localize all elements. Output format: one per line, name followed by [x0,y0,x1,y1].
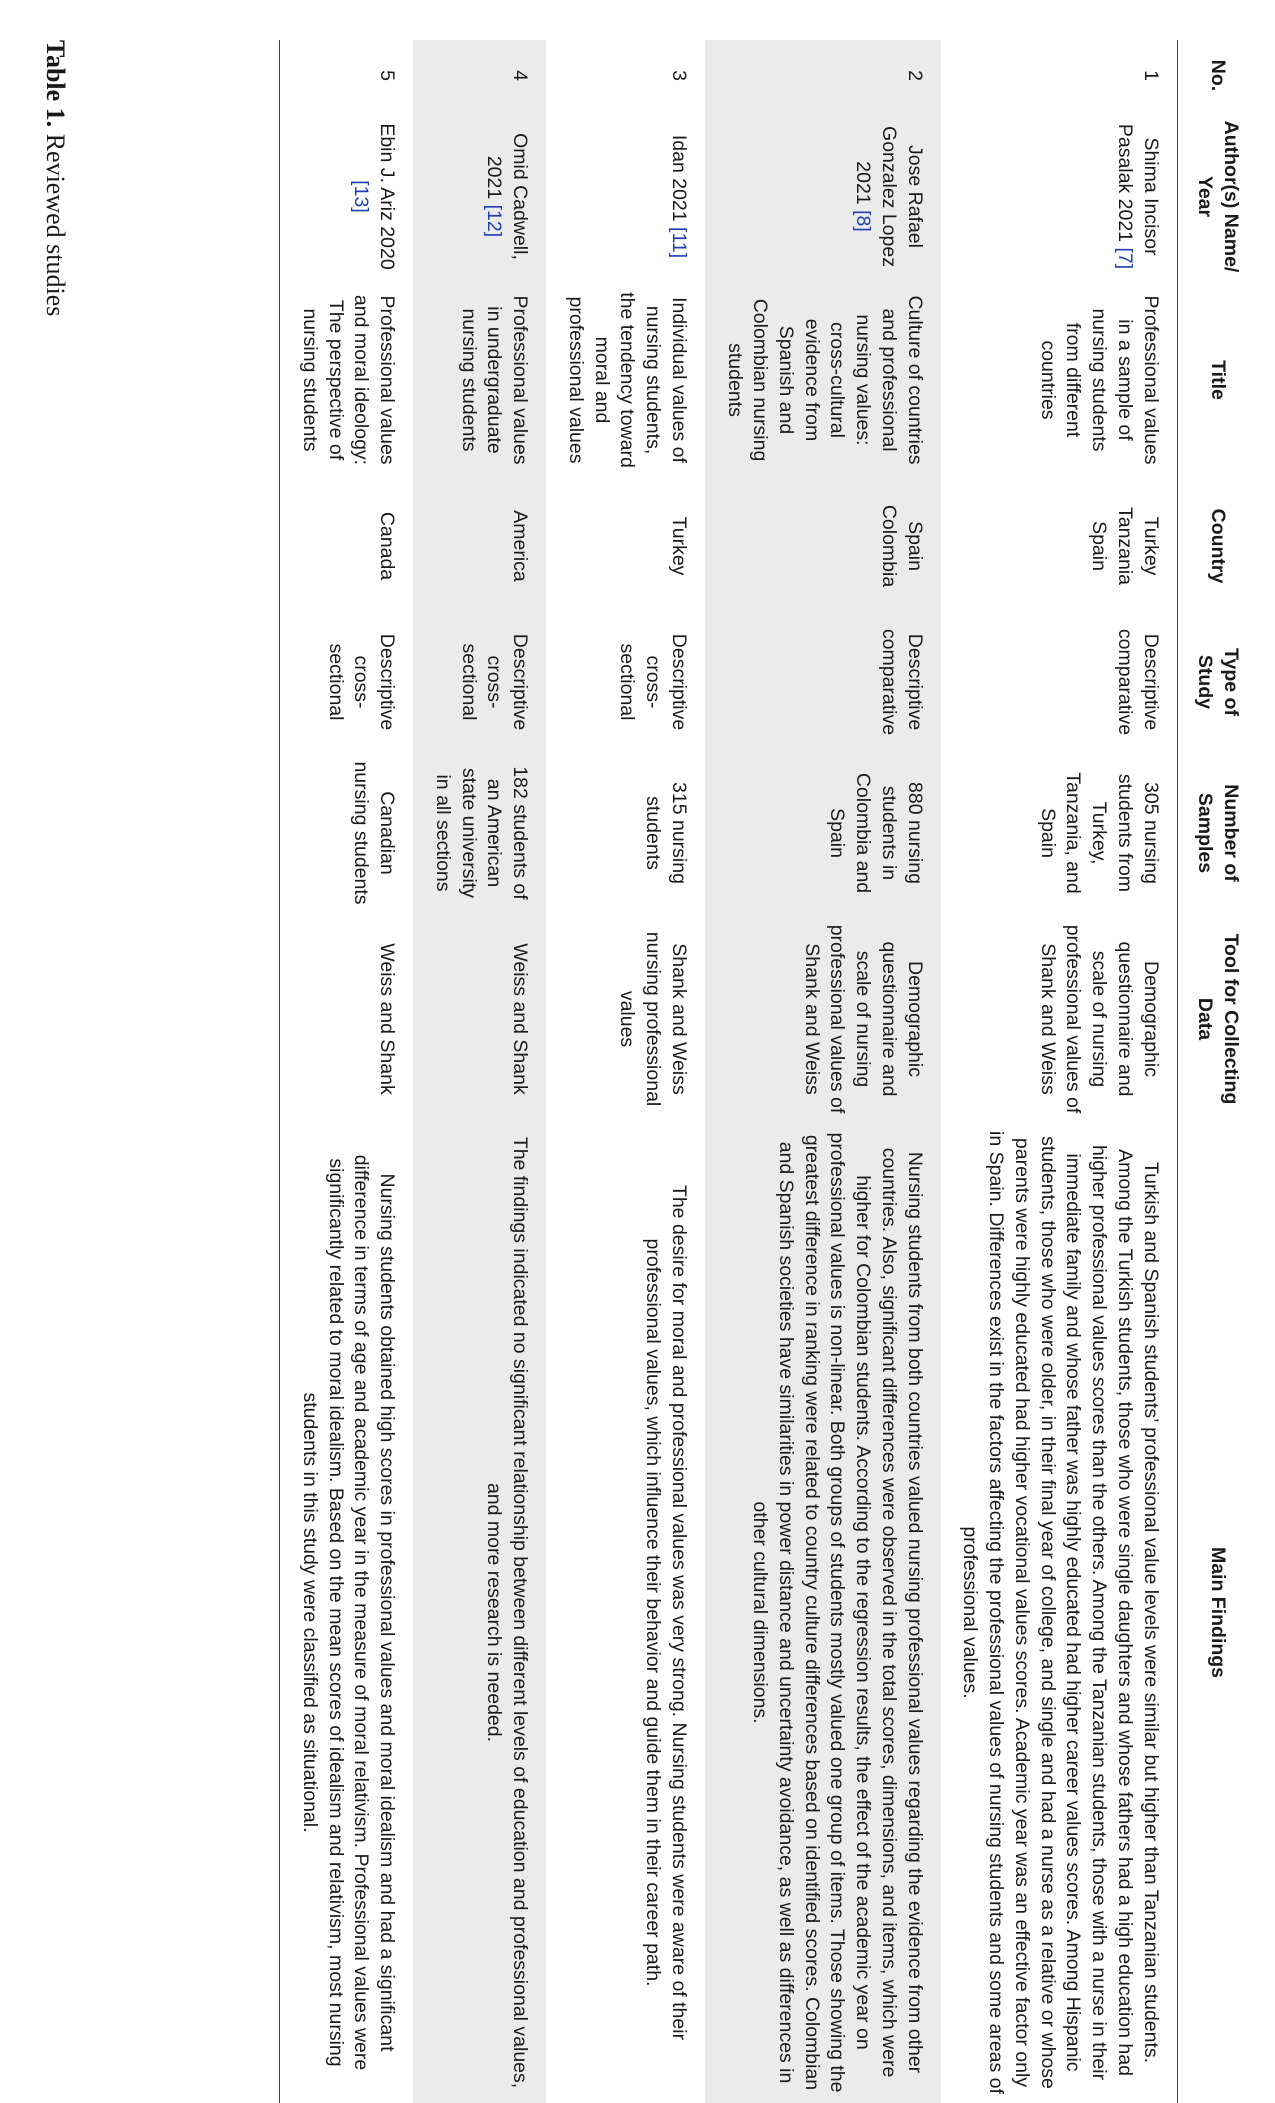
cell-type: Descriptive cross-sectional [616,633,690,731]
header-tool: Tool for Collecting Data [1194,933,1242,1105]
author-name: Shima Incisor Pasalak 2021 [1113,123,1162,256]
header-country: Country [1207,508,1230,584]
cell-findings: Turkish and Spanish students’ professional value levels were similar but higher than Tanzanian students. Among the Turkish students, those who were single daughters and whose fathers had a high education had higher professional values scores than the others. Among the Tanzanian students, those with a nurse in their immediate family and whose father was highly educated had higher career values scores. Among Hispanic students, those who were older, in their final year of college, and single and had a nurse as a relative or whose parents were highly educated had higher vocational values scores. Academic year was an effective factor only in Spain. Differences exist in the factors affecting the professional values of nursing students and some areas of professional values. [959,1131,1162,2094]
header-samples: Number of Samples [1194,784,1242,882]
cell-findings: Nursing students obtained high scores in professional values and moral idealism and had a significant difference in terms of age and academic year in the measure of moral relativism. Professional values were significantly related to moral idealism. Based on the mean scores of idealism and relativism, most nursing students in this study were classified as situational. [298,1154,399,2071]
header-title: Title [1207,360,1230,400]
table-row [705,40,941,2103]
cell-no: 5 [376,70,399,81]
cell-author [413,111,546,282]
cell-type: Descriptive comparative [1113,628,1162,736]
citation-link[interactable]: [8] [852,210,875,232]
table-row [413,40,546,2103]
cell-samples: 315 nursing students [642,782,690,884]
cell-title: Professional values and moral ideology: The perspective of nursing students [298,294,399,466]
cell-title: Professional values in a sample of nursing students from different countries [1036,295,1162,465]
cell-findings: Nursing students from both countries valued nursing professional values regarding the evidence from other countries. Also, significant differences were observed in the total scores, dimensions, and items, which were higher for Colombian students. According to the regression results, the effect of the academic year on professional values is non-linear. Both groups of students mostly valued one group of items. Those showing the greatest difference in ranking were related to country culture differences based on identified scores. Colombian and Spanish societies have similarities in power distance and uncertainty avoidance, as well as differences in other cultural dimensions. [705,1122,941,2103]
citation-link[interactable]: [13] [350,180,373,213]
header-findings: Main Findings [1207,1546,1230,1679]
cell-author [941,111,1177,282]
cell-findings: The desire for moral and professional values was very strong. Nursing students were aware of their professional values, which influence their behavior and guide them in their career path. [642,1184,690,2041]
cell-tool: Demographic questionnaire and scale of nursing professional values of Shank and Weiss [1036,924,1162,1114]
cell-samples: Canadian nursing students [350,761,399,905]
table-row [546,40,705,2103]
cell-country: Spain Colombia [705,478,941,614]
cell-title: Individual values of nursing students, the tendency toward moral and professional values [564,292,690,468]
cell-findings: The findings indicated no significant relationship between different levels of education and professional values, and more research is needed. [413,1122,546,2103]
cell-tool: Weiss and Shank [376,943,399,1095]
cell-country: Turkey [667,516,690,576]
table-header [1177,40,1257,2103]
caption-text: Reviewed studies [41,133,70,317]
author-name: Jose Rafael Gonzalez Lopez 2021 [852,126,926,267]
cell-no: 2 [705,40,941,111]
author-name: Idan 2021 [667,134,690,222]
cell-title: Culture of countries and professional nursing values: cross-cultural evidence from Spanish and Colombian nursing students [705,282,941,478]
cell-no: 1 [1139,70,1162,81]
header-author: Author(s) Name/ Year [1194,120,1242,273]
table-body [280,40,1177,2103]
cell-type: Descriptive comparative [705,614,941,750]
caption-label: Table 1. [41,40,70,128]
cell-country: America [413,478,546,614]
cell-country: Turkey Tanzania Spain [1088,506,1162,586]
reviewed-studies-table [279,40,1257,2103]
table-row [941,40,1177,2103]
table-caption [40,40,70,316]
cell-no: 4 [413,40,546,111]
citation-link[interactable]: [12] [483,204,506,238]
cell-type: Descriptive cross-sectional [413,614,546,750]
cell-samples: 880 nursing students in Colombia and Spain [705,750,941,916]
cell-tool: Shank and Weiss nursing professional values [616,931,690,1107]
citation-link[interactable]: [7] [1113,247,1136,270]
cell-author [546,111,705,282]
citation-link[interactable]: [11] [667,227,690,259]
cell-tool: Demographic questionnaire and scale of nursing professional values of Shank and Weiss [705,916,941,1122]
cell-type: Descriptive cross-sectional [324,633,399,731]
cell-author [705,111,941,282]
cell-title: Professional values in undergraduate nursing students [413,282,546,478]
header-type: Type of Study [1194,648,1242,716]
header-no: No. [1207,59,1230,92]
cell-author [280,111,413,282]
cell-tool: Weiss and Shank [413,916,546,1122]
cell-country: Canada [376,511,399,581]
author-name: Omid Cadwell, 2021 [483,133,532,260]
table-row [280,40,413,2103]
cell-samples: 305 nursing students from Turkey, Tanzania, and Spain [1036,772,1162,894]
cell-samples: 182 students of an American state university in all sections [413,750,546,916]
cell-no: 3 [667,70,690,81]
author-name: Ebin J. Ariz 2020 [376,123,399,270]
header-row [1177,40,1257,2103]
